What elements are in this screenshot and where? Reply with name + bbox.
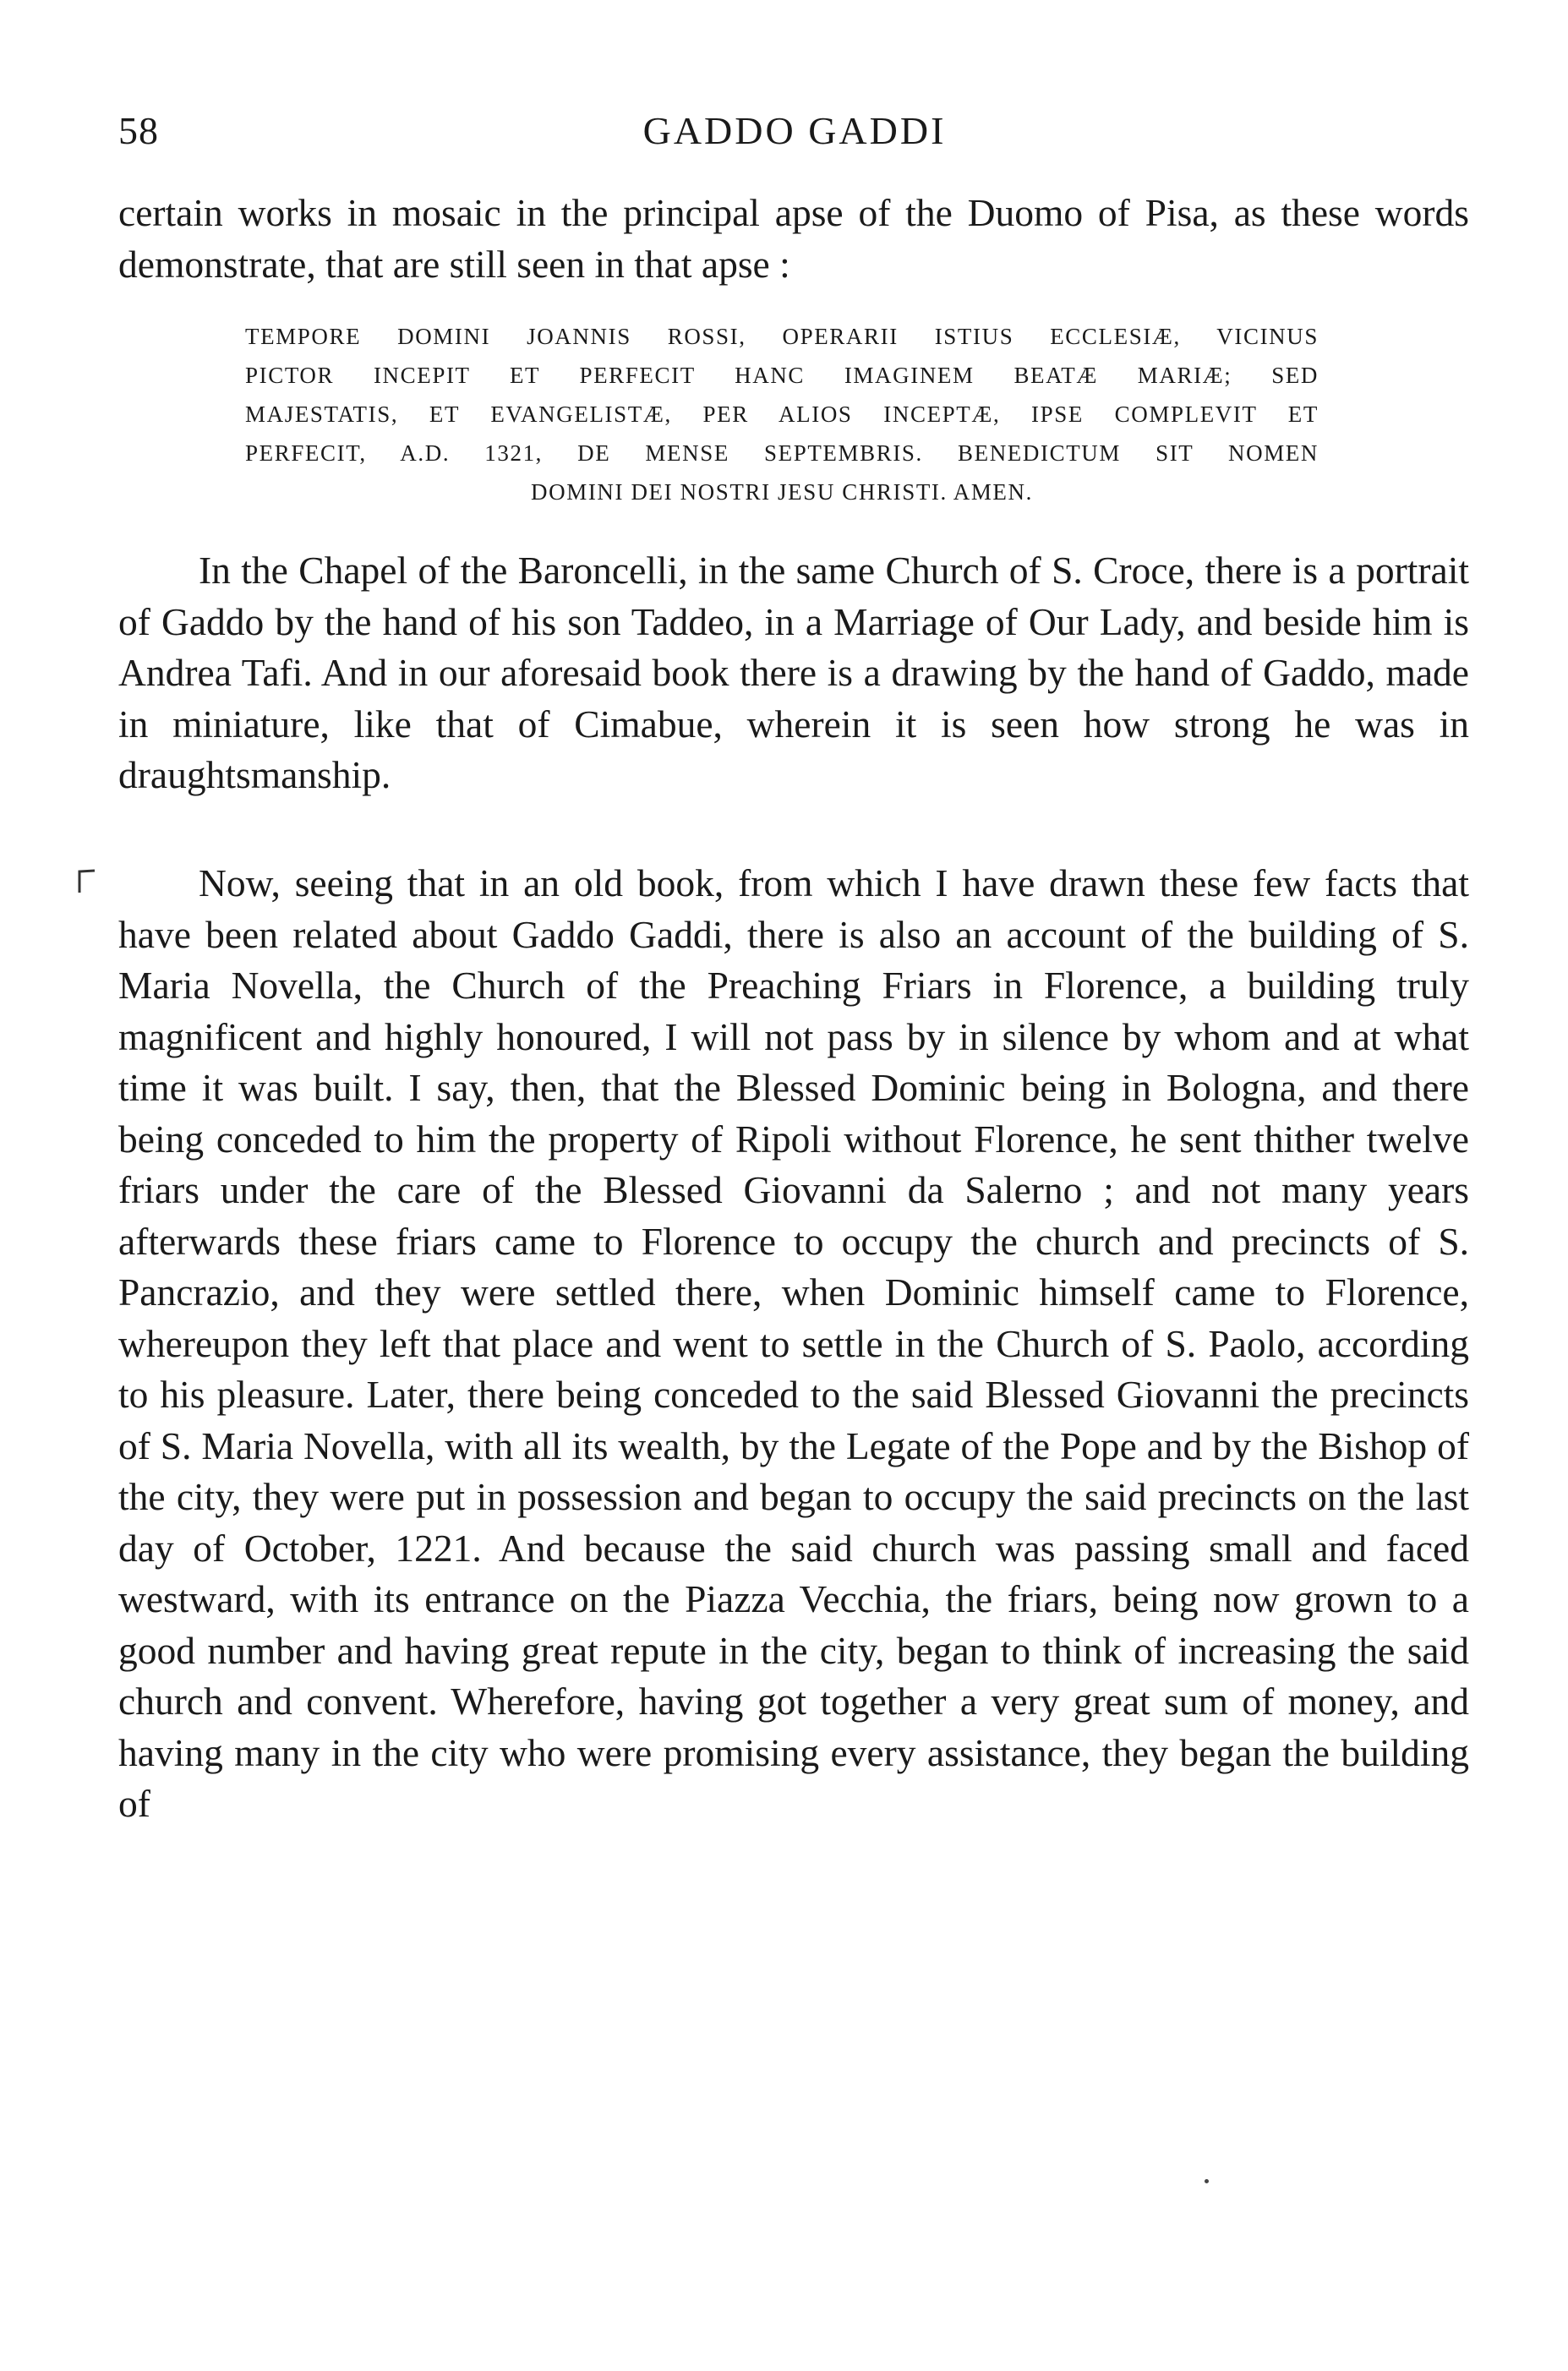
inscription-line: MAJESTATIS, ET EVANGELISTÆ, PER ALIOS INCEPTÆ, IPSE COMPLEVIT ET <box>245 402 1319 427</box>
paragraph-text: Now, seeing that in an old book, from which I have drawn these few facts that have been related about Gaddo Gaddi, there is also an account of the building of S. Maria Novella, the Church of the Preaching Friars in Florence, a building truly magnificent and highly honoured, I will not pass by in silence by whom and at what time it was built. I say, then, that the Blessed Dominic being in Bologna, and there being conceded to him the property of Ripoli without Florence, he sent thither twelve friars under the care of the Blessed Giovanni da Salerno ; and not many years afterwards these friars came to Florence to occupy the church and precincts of S. Pancrazio, and they were settled there, when Dominic himself came to Florence, whereupon they left that place and went to settle in the Church of S. Paolo, according to his pleasure. Later, there being conceded to the said Blessed Giovanni the precincts of S. Maria Novella, with all its wealth, by the Legate of the Pope and by the Bishop of the city, they were put in possession and began to occupy the said precincts on the last day of October, 1221. And because the said church was passing small and faced westward, with its entrance on the Piazza Vecchia, the friars, being now grown to a good number and having great repute in the city, began to think of increasing the said church and convent. Wherefore, having got together a very great sum of money, and having many in the city who were promising every assistance, they began the building of <box>118 861 1469 1825</box>
stray-mark <box>1205 2179 1209 2183</box>
body-paragraph <box>118 545 1469 801</box>
inscription-line: TEMPORE DOMINI JOANNIS ROSSI, OPERARII ISTIUS ECCLESIÆ, VICINUS <box>245 324 1319 349</box>
inscription-line: DOMINI DEI NOSTRI JESU CHRISTI. AMEN. <box>531 479 1033 505</box>
paragraph-text: In the Chapel of the Baroncelli, in the same Church of S. Croce, there is a portrait of Gaddo by the hand of his son Taddeo, in a Marriage of Our Lady, and beside him is Andrea Tafi. And in our aforesaid book there is a drawing by the hand of Gaddo, made in miniature, like that of Cimabue, wherein it is seen how strong he was in draughtsmanship. <box>118 549 1469 796</box>
intro-text: certain works in mosaic in the principal apse of the Duomo of Pisa, as these words demonstrate, that are still seen in that apse : <box>118 191 1469 286</box>
body-paragraph <box>118 858 1469 1830</box>
running-head <box>118 108 1471 159</box>
intro-paragraph <box>118 188 1469 290</box>
margin-bracket-icon <box>76 869 98 894</box>
running-title: GADDO GADDI <box>642 109 947 152</box>
inscription-line: PERFECIT, A.D. 1321, DE MENSE SEPTEMBRIS. BENEDICTUM SIT NOMEN <box>245 440 1319 466</box>
latin-inscription <box>245 317 1319 511</box>
inscription-line: PICTOR INCEPIT ET PERFECIT HANC IMAGINEM BEATÆ MARIÆ; SED <box>245 363 1319 388</box>
page-number: 58 <box>118 109 159 152</box>
